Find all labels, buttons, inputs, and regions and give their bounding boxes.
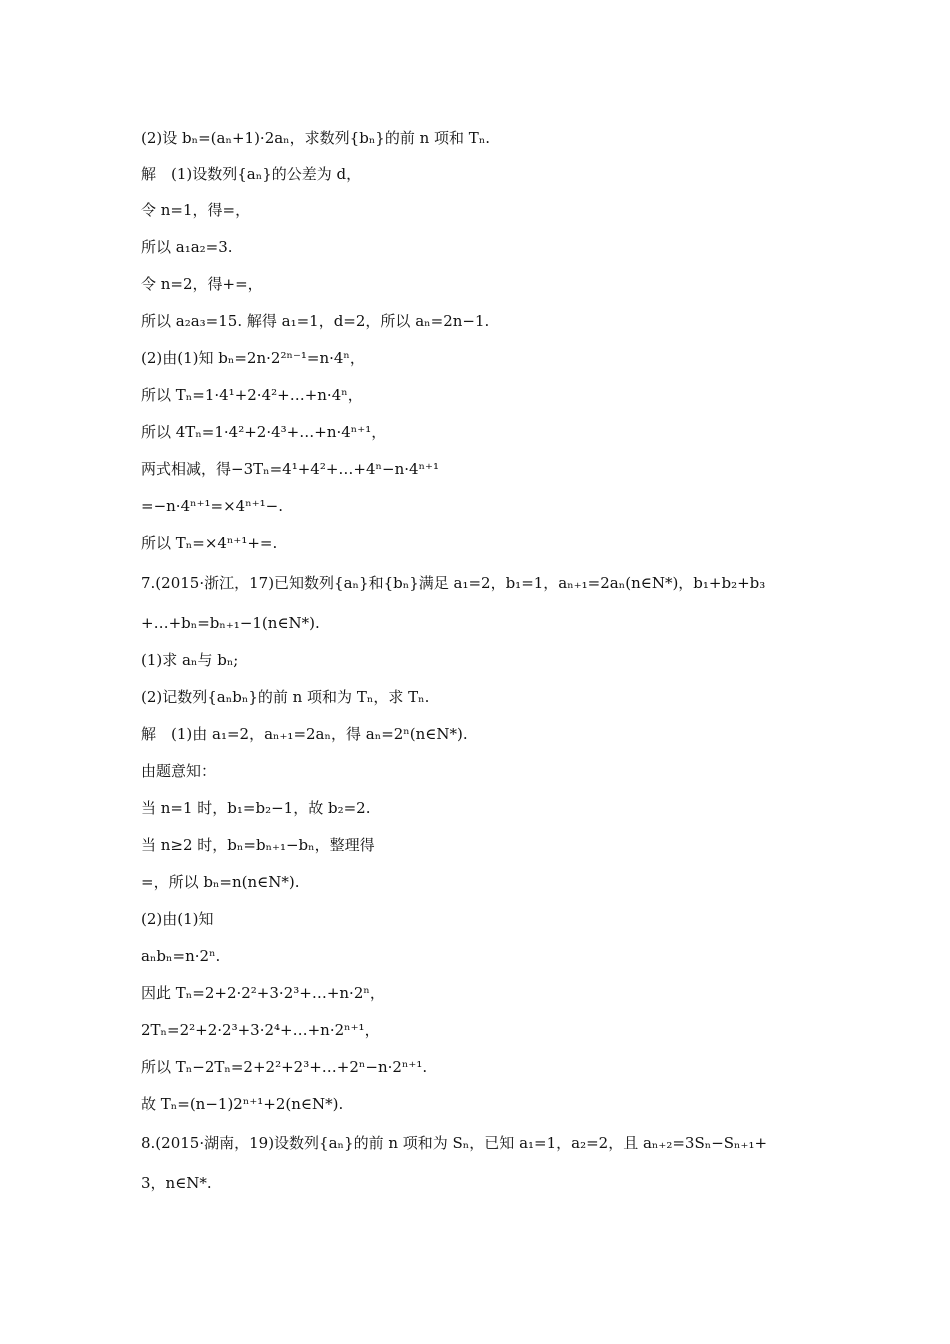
text-line: 所以 4Tₙ=1·4²+2·4³+…+n·4ⁿ⁺¹， xyxy=(141,423,387,441)
text-line: 所以 Tₙ=×4ⁿ⁺¹+=. xyxy=(141,534,278,552)
problem-7-statement: 7.(2015·浙江，17)已知数列{aₙ}和{bₙ}满足 a₁=2，b₁=1，aₙ₊₁=2aₙ(n∈N*)，b₁+b₂+b₃ xyxy=(141,574,766,592)
text-line: 令 n=1，得=， xyxy=(141,201,251,219)
text-line: 令 n=2，得+=， xyxy=(141,275,263,293)
text-line: (2)由(1)知 xyxy=(141,910,214,928)
text-line: =，所以 bₙ=n(n∈N*). xyxy=(141,873,300,891)
text-line: 解 (1)由 a₁=2，aₙ₊₁=2aₙ，得 aₙ=2ⁿ(n∈N*). xyxy=(141,725,468,743)
text-line: 解 (1)设数列{aₙ}的公差为 d， xyxy=(141,165,362,183)
text-line: 2Tₙ=2²+2·2³+3·2⁴+…+n·2ⁿ⁺¹， xyxy=(141,1021,380,1039)
text-line: 所以 a₁a₂=3. xyxy=(141,238,233,256)
text-line: (1)求 aₙ与 bₙ; xyxy=(141,651,239,669)
problem-8-statement-cont: 3，n∈N*. xyxy=(141,1174,212,1192)
text-line: 所以 Tₙ−2Tₙ=2+2²+2³+…+2ⁿ−n·2ⁿ⁺¹. xyxy=(141,1058,428,1076)
text-line: (2)设 bₙ=(aₙ+1)·2aₙ，求数列{bₙ}的前 n 项和 Tₙ. xyxy=(141,129,491,147)
text-line: 由题意知： xyxy=(141,762,217,780)
problem-7-statement-cont: +…+bₙ=bₙ₊₁−1(n∈N*). xyxy=(141,614,320,632)
text-line: 所以 Tₙ=1·4¹+2·4²+…+n·4ⁿ， xyxy=(141,386,363,404)
problem-8-statement: 8.(2015·湖南，19)设数列{aₙ}的前 n 项和为 Sₙ，已知 a₁=1，a₂=2，且 aₙ₊₂=3Sₙ−Sₙ₊₁+ xyxy=(141,1134,768,1152)
text-line: 当 n=1 时，b₁=b₂−1，故 b₂=2. xyxy=(141,799,371,817)
text-line: aₙbₙ=n·2ⁿ. xyxy=(141,947,221,965)
text-line: 因此 Tₙ=2+2·2²+3·2³+…+n·2ⁿ， xyxy=(141,984,385,1002)
text-line: 当 n≥2 时，bₙ=bₙ₊₁−bₙ，整理得 xyxy=(141,836,375,854)
text-line: 两式相减，得−3Tₙ=4¹+4²+…+4ⁿ−n·4ⁿ⁺¹ xyxy=(141,460,439,478)
text-line: 所以 a₂a₃=15. 解得 a₁=1，d=2，所以 aₙ=2n−1. xyxy=(141,312,490,330)
text-line: =−n·4ⁿ⁺¹=×4ⁿ⁺¹−. xyxy=(141,497,283,515)
text-line: 故 Tₙ=(n−1)2ⁿ⁺¹+2(n∈N*). xyxy=(141,1095,344,1113)
text-line: (2)记数列{aₙbₙ}的前 n 项和为 Tₙ，求 Tₙ. xyxy=(141,688,430,706)
text-line: (2)由(1)知 bₙ=2n·2²ⁿ⁻¹=n·4ⁿ， xyxy=(141,349,365,367)
